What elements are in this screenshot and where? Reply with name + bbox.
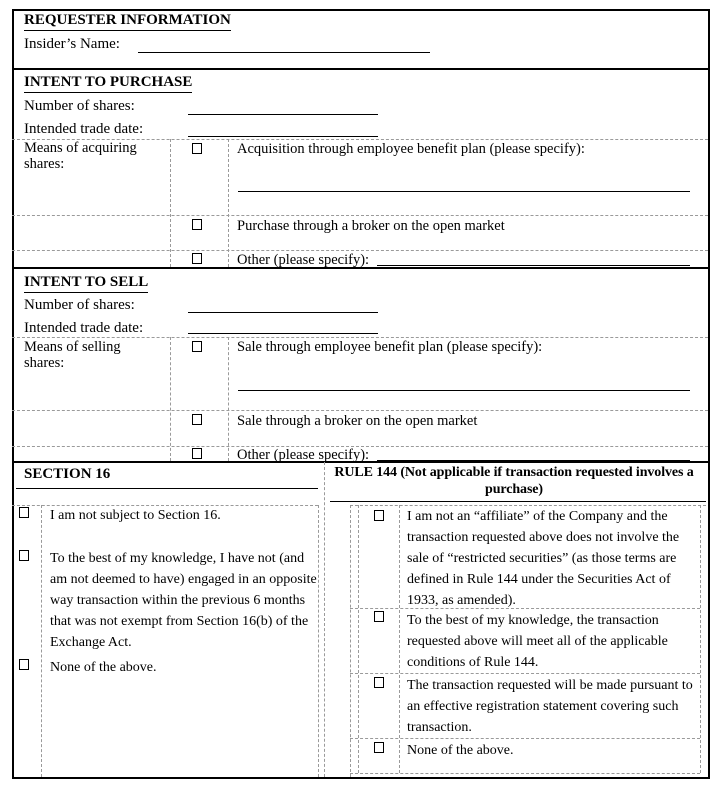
purchase-date-label: Intended trade date: xyxy=(24,121,144,137)
r144-meets-conditions-label: To the best of my knowledge, the transaction requested above will meet all of the applicable conditions of Rule 144. xyxy=(407,613,668,670)
s16-no-opposite-transaction-label: To the best of my knowledge, I have not (and am not deemed to have) engaged in an opposite way transaction within the previous 6 months that was not exempt from Section 16(b) of the Exchange Act. xyxy=(50,551,317,650)
sell-date-field[interactable] xyxy=(188,317,378,334)
means-of-acquiring-label: Means of acquiring shares: xyxy=(24,140,137,172)
purchase-section-title: INTENT TO PURCHASE xyxy=(24,74,192,93)
grid-line xyxy=(170,337,171,461)
checkbox-purchase-other[interactable] xyxy=(192,253,202,264)
sell-benefit-plan-specify-field[interactable] xyxy=(238,375,690,391)
purchase-other-label: Other (please specify): xyxy=(237,252,370,268)
r144-none-label: None of the above. xyxy=(407,743,514,758)
checkbox-sell-benefit-plan[interactable] xyxy=(192,341,202,352)
grid-line xyxy=(12,410,708,411)
requester-section-title: REQUESTER INFORMATION xyxy=(24,12,231,31)
insider-name-field[interactable] xyxy=(138,35,430,53)
grid-line xyxy=(350,773,700,774)
grid-line xyxy=(228,139,229,267)
rule144-title-underline xyxy=(330,501,706,502)
purchase-date-field[interactable] xyxy=(188,120,378,137)
sell-section-title: INTENT TO SELL xyxy=(24,274,148,293)
grid-line xyxy=(12,337,708,338)
section16-title-underline xyxy=(16,488,318,489)
checkbox-s16-not-subject[interactable] xyxy=(19,507,29,518)
section-divider xyxy=(12,68,708,70)
grid-line xyxy=(350,738,700,739)
sell-other-label: Other (please specify): xyxy=(237,447,370,463)
checkbox-s16-none[interactable] xyxy=(19,659,29,670)
rule144-title: RULE 144 (Not applicable if transaction requested involves a purchase) xyxy=(334,465,694,497)
insider-name-label: Insider’s Name: xyxy=(24,36,120,52)
s16-none-label: None of the above. xyxy=(50,660,157,675)
checkbox-r144-registration-statement[interactable] xyxy=(374,677,384,688)
sell-shares-label: Number of shares: xyxy=(24,297,135,313)
sell-shares-field[interactable] xyxy=(188,296,378,313)
purchase-shares-label: Number of shares: xyxy=(24,98,135,114)
checkbox-purchase-broker[interactable] xyxy=(192,219,202,230)
column-divider xyxy=(324,462,325,777)
purchase-shares-field[interactable] xyxy=(188,98,378,115)
grid-line xyxy=(399,505,400,773)
grid-line xyxy=(318,505,319,777)
purchase-other-specify-field[interactable] xyxy=(377,251,690,266)
sell-date-label: Intended trade date: xyxy=(24,320,144,336)
means-of-selling-label: Means of selling shares: xyxy=(24,339,121,371)
checkbox-r144-not-affiliate[interactable] xyxy=(374,510,384,521)
grid-line xyxy=(41,505,42,777)
checkbox-r144-none[interactable] xyxy=(374,742,384,753)
purchase-broker-label: Purchase through a broker on the open market xyxy=(237,218,505,234)
checkbox-sell-broker[interactable] xyxy=(192,414,202,425)
grid-line xyxy=(12,215,708,216)
grid-line xyxy=(358,505,359,773)
r144-registration-statement-label: The transaction requested will be made pursuant to an effective registration statement covering such transaction. xyxy=(407,678,693,735)
purchase-benefit-plan-label: Acquisition through employee benefit plan (please specify): xyxy=(237,141,585,157)
checkbox-s16-no-opposite-transaction[interactable] xyxy=(19,550,29,561)
grid-line xyxy=(170,139,171,267)
sell-benefit-plan-label: Sale through employee benefit plan (please specify): xyxy=(237,339,543,355)
checkbox-purchase-benefit-plan[interactable] xyxy=(192,143,202,154)
s16-not-subject-label: I am not subject to Section 16. xyxy=(50,508,221,523)
checkbox-sell-other[interactable] xyxy=(192,448,202,459)
checkbox-r144-meets-conditions[interactable] xyxy=(374,611,384,622)
r144-not-affiliate-label: I am not an “affiliate” of the Company and the transaction requested above does not involve the sale of “restricted securities” (as those terms are defined in Rule 144 under the Securities Act of 1933, as amended). xyxy=(407,509,680,608)
section16-title: SECTION 16 xyxy=(24,466,111,482)
grid-line xyxy=(350,673,700,674)
grid-line xyxy=(228,337,229,461)
sell-broker-label: Sale through a broker on the open market xyxy=(237,413,478,429)
purchase-benefit-plan-specify-field[interactable] xyxy=(238,176,690,192)
grid-line xyxy=(350,505,351,777)
sell-other-specify-field[interactable] xyxy=(377,446,690,461)
